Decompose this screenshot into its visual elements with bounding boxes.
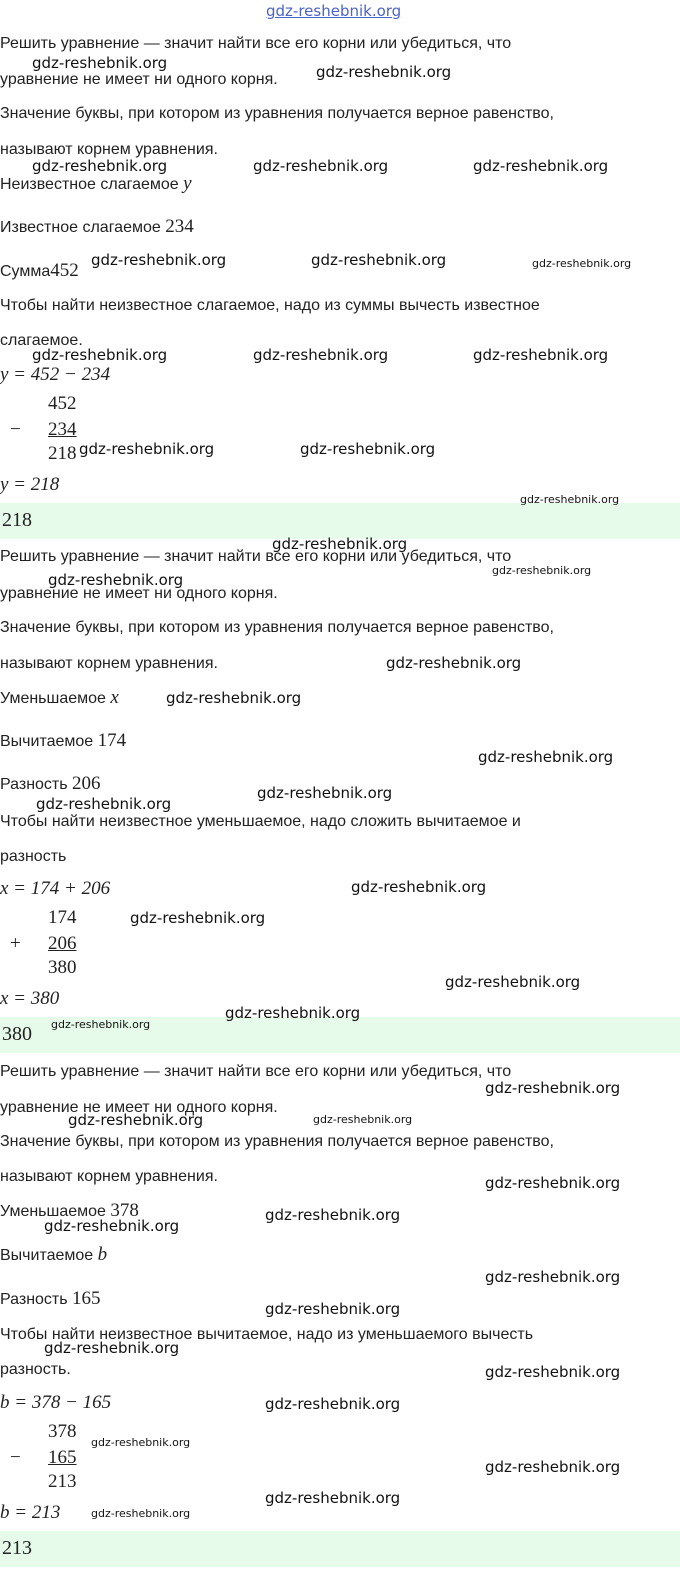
column-top-number: 378 <box>48 1421 77 1442</box>
watermark: gdz-reshebnik.org <box>485 1268 621 1286</box>
term-2-label: Известное слагаемое <box>0 219 161 236</box>
intro-line-2: уравнение не имеет ни одного корня. <box>0 71 278 88</box>
watermark: gdz-reshebnik.org <box>91 1436 191 1449</box>
watermark: gdz-reshebnik.org <box>130 909 266 927</box>
watermark: gdz-reshebnik.org <box>311 251 447 269</box>
term-2 <box>0 731 126 752</box>
watermark: gdz-reshebnik.org <box>48 571 184 589</box>
term-2-value: 234 <box>165 216 194 237</box>
watermark: gdz-reshebnik.org <box>485 1458 621 1476</box>
watermark: gdz-reshebnik.org <box>265 1300 401 1318</box>
column-second-number: 165 <box>48 1447 77 1468</box>
watermark: gdz-reshebnik.org <box>473 346 609 364</box>
term-1-label: Уменьшаемое <box>0 690 106 707</box>
term-3-value: 452 <box>50 260 79 281</box>
term-1 <box>0 174 192 195</box>
watermark: gdz-reshebnik.org <box>51 1018 151 1031</box>
term-2 <box>0 217 194 238</box>
intro-line-1: Решить уравнение — значит найти все его корни или убедиться, что <box>0 35 512 52</box>
watermark: gdz-reshebnik.org <box>351 878 487 896</box>
watermark: gdz-reshebnik.org <box>68 1111 204 1129</box>
term-2 <box>0 1245 107 1266</box>
rule-line-2: разность <box>0 848 67 865</box>
column-second-number: 206 <box>48 933 77 954</box>
watermark: gdz-reshebnik.org <box>36 795 172 813</box>
result-equation: x = 380 <box>0 988 60 1009</box>
column-operator: − <box>10 1447 21 1468</box>
term-3-value: 206 <box>72 773 101 794</box>
equation: b = 378 − 165 <box>0 1392 112 1413</box>
intro-line-2: уравнение не имеет ни одного корня. <box>0 1099 278 1116</box>
watermark: gdz-reshebnik.org <box>225 1004 361 1022</box>
definition-line-2: называют корнем уравнения. <box>0 655 218 672</box>
rule-line-1: Чтобы найти неизвестное вычитаемое, надо из уменьшаемого вычесть <box>0 1326 534 1343</box>
watermark: gdz-reshebnik.org <box>473 157 609 175</box>
watermark: gdz-reshebnik.org <box>313 1113 413 1126</box>
watermark: gdz-reshebnik.org <box>300 440 436 458</box>
answer-value: 213 <box>2 1537 32 1559</box>
watermark: gdz-reshebnik.org <box>44 1217 180 1235</box>
watermark: gdz-reshebnik.org <box>253 157 389 175</box>
definition-line-1: Значение буквы, при котором из уравнения получается верное равенство, <box>0 105 554 122</box>
rule-line-2: разность. <box>0 1361 71 1378</box>
watermark: gdz-reshebnik.org <box>32 157 168 175</box>
term-2-label: Вычитаемое <box>0 1247 94 1264</box>
watermark: gdz-reshebnik.org <box>520 493 620 506</box>
rule-line-2: слагаемое. <box>0 332 83 349</box>
term-1-value: 378 <box>110 1200 139 1221</box>
rule-line-1: Чтобы найти неизвестное слагаемое, надо из суммы вычесть известное <box>0 297 540 314</box>
term-2-value: 174 <box>97 730 127 751</box>
term-2-label: Вычитаемое <box>0 733 94 750</box>
term-3 <box>0 774 101 795</box>
definition-line-1: Значение буквы, при котором из уравнения получается верное равенство, <box>0 619 554 636</box>
watermark: gdz-reshebnik.org <box>445 973 581 991</box>
watermark: gdz-reshebnik.org <box>386 654 522 672</box>
term-3 <box>0 1289 101 1310</box>
watermark: gdz-reshebnik.org <box>32 54 168 72</box>
watermark: gdz-reshebnik.org <box>265 1489 401 1507</box>
column-second-number: 234 <box>48 419 77 440</box>
answer-value: 380 <box>2 1023 32 1045</box>
term-1-value: x <box>110 687 119 708</box>
definition-line-2: называют корнем уравнения. <box>0 141 218 158</box>
term-1 <box>0 688 119 709</box>
answer-value: 218 <box>2 509 32 531</box>
watermark: gdz-reshebnik.org <box>257 784 393 802</box>
term-3 <box>0 261 79 282</box>
term-3-label: Разность <box>0 1291 68 1308</box>
column-operator: − <box>10 419 21 440</box>
watermark: gdz-reshebnik.org <box>79 440 215 458</box>
intro-line-1: Решить уравнение — значит найти все его корни или убедиться, что <box>0 548 512 565</box>
definition-line-2: называют корнем уравнения. <box>0 1168 218 1185</box>
term-1-value: y <box>183 173 192 194</box>
definition-line-1: Значение буквы, при котором из уравнения получается верное равенство, <box>0 1133 554 1150</box>
watermark: gdz-reshebnik.org <box>265 1206 401 1224</box>
watermark: gdz-reshebnik.org <box>91 1507 191 1520</box>
answer-box <box>0 1531 680 1567</box>
watermark: gdz-reshebnik.org <box>265 1395 401 1413</box>
column-result: 380 <box>48 957 77 978</box>
result-equation: b = 213 <box>0 1502 61 1523</box>
result-equation: y = 218 <box>0 474 60 495</box>
term-3-label: Сумма <box>0 263 51 280</box>
rule-line-1: Чтобы найти неизвестное уменьшаемое, надо сложить вычитаемое и <box>0 813 521 830</box>
watermark: gdz-reshebnik.org <box>91 251 227 269</box>
column-operator: + <box>10 933 21 954</box>
column-result: 213 <box>48 1471 77 1492</box>
watermark: gdz-reshebnik.org <box>272 535 408 553</box>
watermark: gdz-reshebnik.org <box>32 346 168 364</box>
watermark: gdz-reshebnik.org <box>485 1079 621 1097</box>
watermark: gdz-reshebnik.org <box>316 63 452 81</box>
answer-box <box>0 503 680 539</box>
intro-line-1: Решить уравнение — значит найти все его корни или убедиться, что <box>0 1063 512 1080</box>
term-2-value: b <box>97 1244 108 1265</box>
header-watermark-link[interactable]: gdz-reshebnik.org <box>266 2 402 20</box>
term-1-label: Неизвестное слагаемое <box>0 176 179 193</box>
intro-line-2: уравнение не имеет ни одного корня. <box>0 585 278 602</box>
watermark: gdz-reshebnik.org <box>532 257 632 270</box>
watermark: gdz-reshebnik.org <box>485 1363 621 1381</box>
watermark: gdz-reshebnik.org <box>253 346 389 364</box>
watermark: gdz-reshebnik.org <box>492 564 592 577</box>
column-result: 218 <box>48 443 77 464</box>
equation: y = 452 − 234 <box>0 364 111 385</box>
term-1-label: Уменьшаемое <box>0 1203 106 1220</box>
column-top-number: 174 <box>48 907 77 928</box>
watermark: gdz-reshebnik.org <box>478 748 614 766</box>
watermark: gdz-reshebnik.org <box>44 1339 180 1357</box>
term-3-label: Разность <box>0 776 68 793</box>
equation: x = 174 + 206 <box>0 878 111 899</box>
watermark: gdz-reshebnik.org <box>485 1174 621 1192</box>
watermark: gdz-reshebnik.org <box>166 689 302 707</box>
column-top-number: 452 <box>48 393 77 414</box>
term-3-value: 165 <box>72 1288 101 1309</box>
